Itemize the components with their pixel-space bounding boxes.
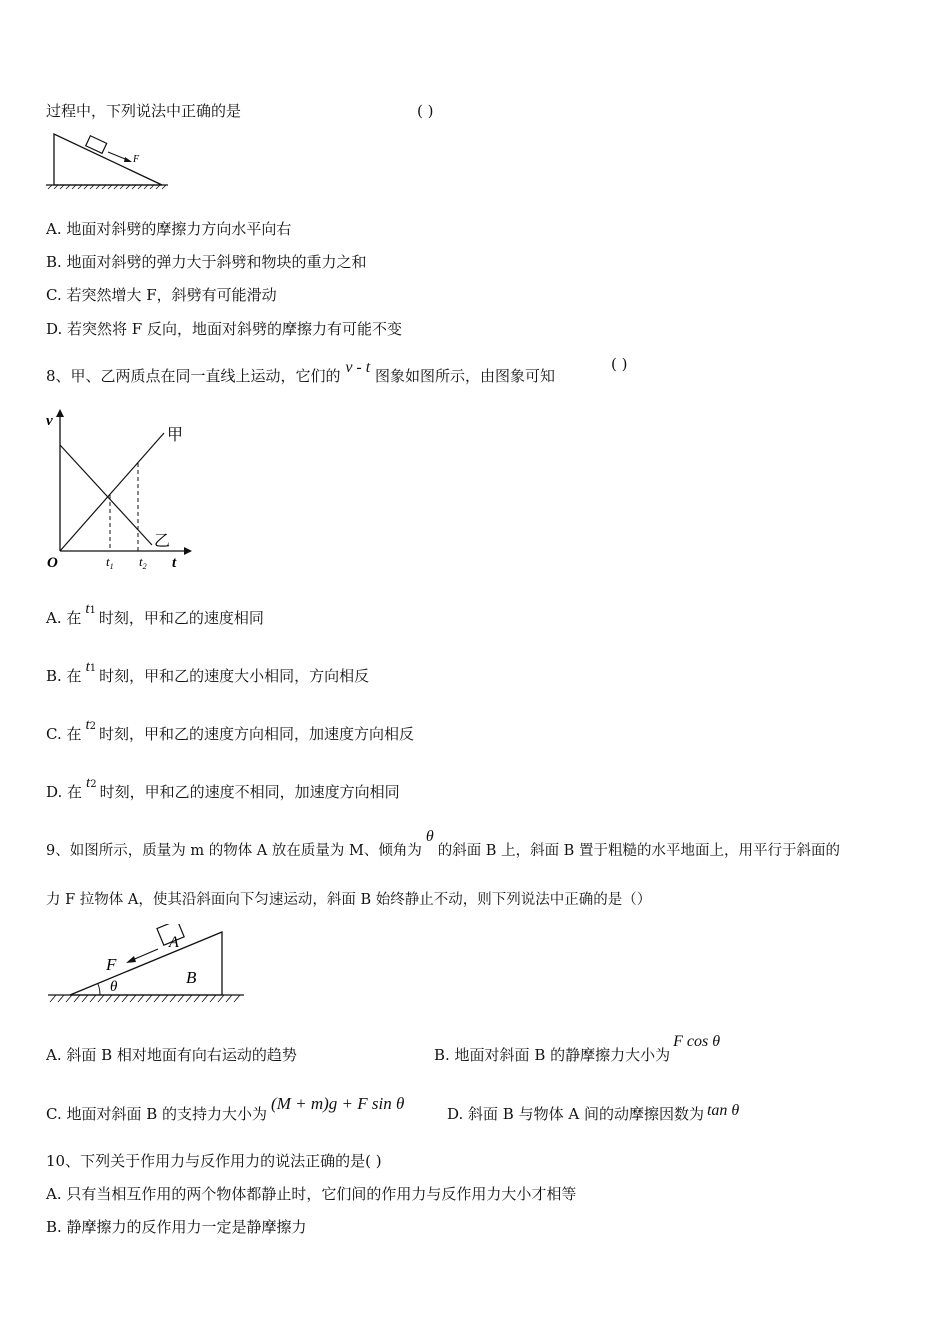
q8-option-b: B. 在 t1 时刻，甲和乙的速度大小相同，方向相反 [46,659,370,685]
q9-option-c-math: (M + m)g + F sin θ [271,1094,405,1113]
q7-answer-paren: ( ) [417,102,434,120]
q8-origin: O [47,555,58,571]
q9-stem-line2: 力 F 拉物体 A，使其沿斜面向下匀速运动，斜面 B 始终静止不动，则下列说法中正确的是（） [46,892,652,908]
q8-t2-sub: 2 [142,562,147,571]
q10-stem: 10、下列关于作用力与反作用力的说法正确的是( ) [46,1152,382,1170]
q8-option-c: C. 在 t2 时刻，甲和乙的速度方向相同，加速度方向相反 [46,717,415,743]
q9-force-label: F [106,955,117,974]
q8-answer-paren: ( ) [611,355,628,373]
q9-wedge-b-label: B [186,968,197,987]
q9-angle-label: θ [110,979,118,995]
q8-axis-t: t [172,555,177,571]
q9-theta: θ [425,828,434,845]
q9-option-d-math: tan θ [706,1102,740,1119]
q8-yi-label: 乙 [154,533,171,550]
svg-text:t2 [139,554,147,571]
q9-block-a-label: A [169,934,179,951]
q7-option-b: B. 地面对斜劈的弹力大于斜劈和物块的重力之和 [46,253,367,271]
q8-stem-b: 图象如图所示，由图象可知 [374,367,555,385]
q8-vt-graph [40,405,200,575]
q9-incline-figure [44,924,249,1010]
q8-option-d: D. 在 t2 时刻，甲和乙的速度不相同，加速度方向相同 [46,775,400,801]
q8-stem-a: 8、甲、乙两质点在同一直线上运动，它们的 [46,367,341,385]
q7-stem-tail: 过程中，下列说法中正确的是 [46,102,242,120]
q7-force-label: F [133,154,140,165]
q7-incline-figure [44,130,170,192]
q9-option-b-math: F cos θ [673,1033,721,1050]
q8-t1-sub: 1 [109,562,114,571]
q7-option-c: C. 若突然增大 F，斜劈有可能滑动 [46,286,277,304]
svg-text:t1 [106,554,114,571]
q8-t1-label: t [106,554,110,569]
q8-option-a: A. 在 t1 时刻，甲和乙的速度相同 [46,601,264,627]
q7-option-a: A. 地面对斜劈的摩擦力方向水平向右 [46,220,292,238]
q10-option-a: A. 只有当相互作用的两个物体都静止时，它们间的作用力与反作用力大小才相等 [46,1185,577,1203]
q9-option-b: B. 地面对斜面 B 的静摩擦力大小为F cos θ [434,1033,721,1064]
q9-option-a: A. 斜面 B 相对地面有向右运动的趋势 [46,1046,297,1064]
q9-option-c: C. 地面对斜面 B 的支持力大小为(M + m)g + F sin θ [46,1094,405,1123]
q8-stem [46,359,555,387]
q10-option-b: B. 静摩擦力的反作用力一定是静摩擦力 [46,1218,307,1236]
q9-stem-line1: 9、如图所示，质量为 m 的物体 A 放在质量为 M、倾角为θ的斜面 B 上，斜面 B 置于粗糙的水平地面上，用平行于斜面的 [46,828,840,859]
q7-option-d: D. 若突然将 F 反向，地面对斜劈的摩擦力有可能不变 [46,320,402,338]
q8-jia-label: 甲 [167,427,184,444]
q8-t2-label: t [139,554,143,569]
q8-stem-math: v - t [345,359,371,376]
q8-axis-v: v [46,413,53,429]
q9-option-d: D. 斜面 B 与物体 A 间的动摩擦因数为 tan θ [447,1102,740,1123]
